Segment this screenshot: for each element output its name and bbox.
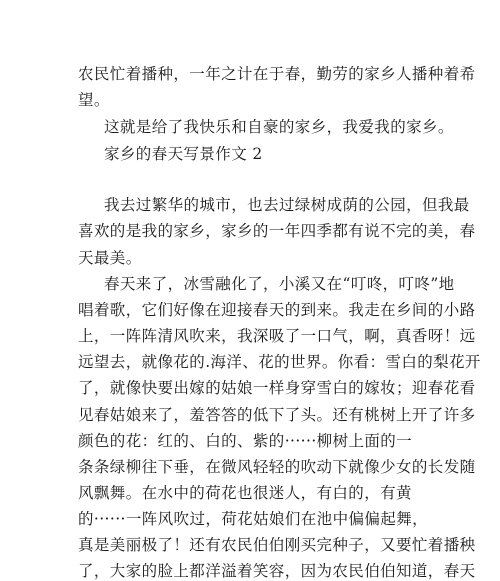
paragraph-line: 的······一阵风吹过，荷花姑娘们在池中偏偏起舞， — [78, 510, 428, 528]
paragraph-line: 唱着歌，它们好像在迎接春天的到来。我走在乡间的小路 — [78, 301, 476, 319]
paragraph-line: 风飘舞。在水中的荷花也很迷人，有白的，有黄 — [78, 484, 412, 502]
paragraph-line: 喜欢的是我的家乡，家乡的一年四季都有说不完的美，春 — [78, 222, 476, 240]
paragraph-line: 条条绿柳往下垂，在微风轻轻的吹动下就像少女的长发随 — [78, 458, 476, 476]
paragraph-line: 望。 — [78, 91, 110, 109]
paragraph-line: 春天来了，冰雪融化了，小溪又在“叮咚，叮咚”地 — [104, 275, 455, 293]
paragraph-line: 天最美。 — [78, 249, 142, 267]
paragraph-line: 了，大家的脸上都洋溢着笑容，因为农民伯伯知道，春天 — [78, 562, 476, 580]
paragraph-line: 我去过繁华的城市，也去过绿树成荫的公园，但我最 — [104, 196, 470, 214]
paragraph-line: 见春姑娘来了，羞答答的低下了头。还有桃树上开了许多 — [78, 406, 476, 424]
paragraph-line: 颜色的花：红的、白的、紫的······柳树上面的一 — [78, 432, 413, 450]
paragraph-line: 农民忙着播种，一年之计在于春，勤劳的家乡人播种着希 — [78, 65, 476, 83]
paragraph-line: 了，就像快要出嫁的姑娘一样身穿雪白的嫁妆；迎春花看 — [78, 379, 476, 397]
section-heading: 家乡的春天写景作文 2 — [104, 145, 263, 163]
paragraph-line: 真是美丽极了！还有农民伯伯刚买完种子，又要忙着播秧 — [78, 536, 476, 554]
paragraph-line: 这就是给了我快乐和自豪的家乡，我爱我的家乡。 — [104, 118, 454, 136]
paragraph-line: 上，一阵阵清风吹来，我深吸了一口气，啊，真香呀！远 — [78, 327, 476, 345]
paragraph-line: 远望去，就像花的.海洋、花的世界。你看：雪白的梨花开 — [78, 353, 481, 371]
